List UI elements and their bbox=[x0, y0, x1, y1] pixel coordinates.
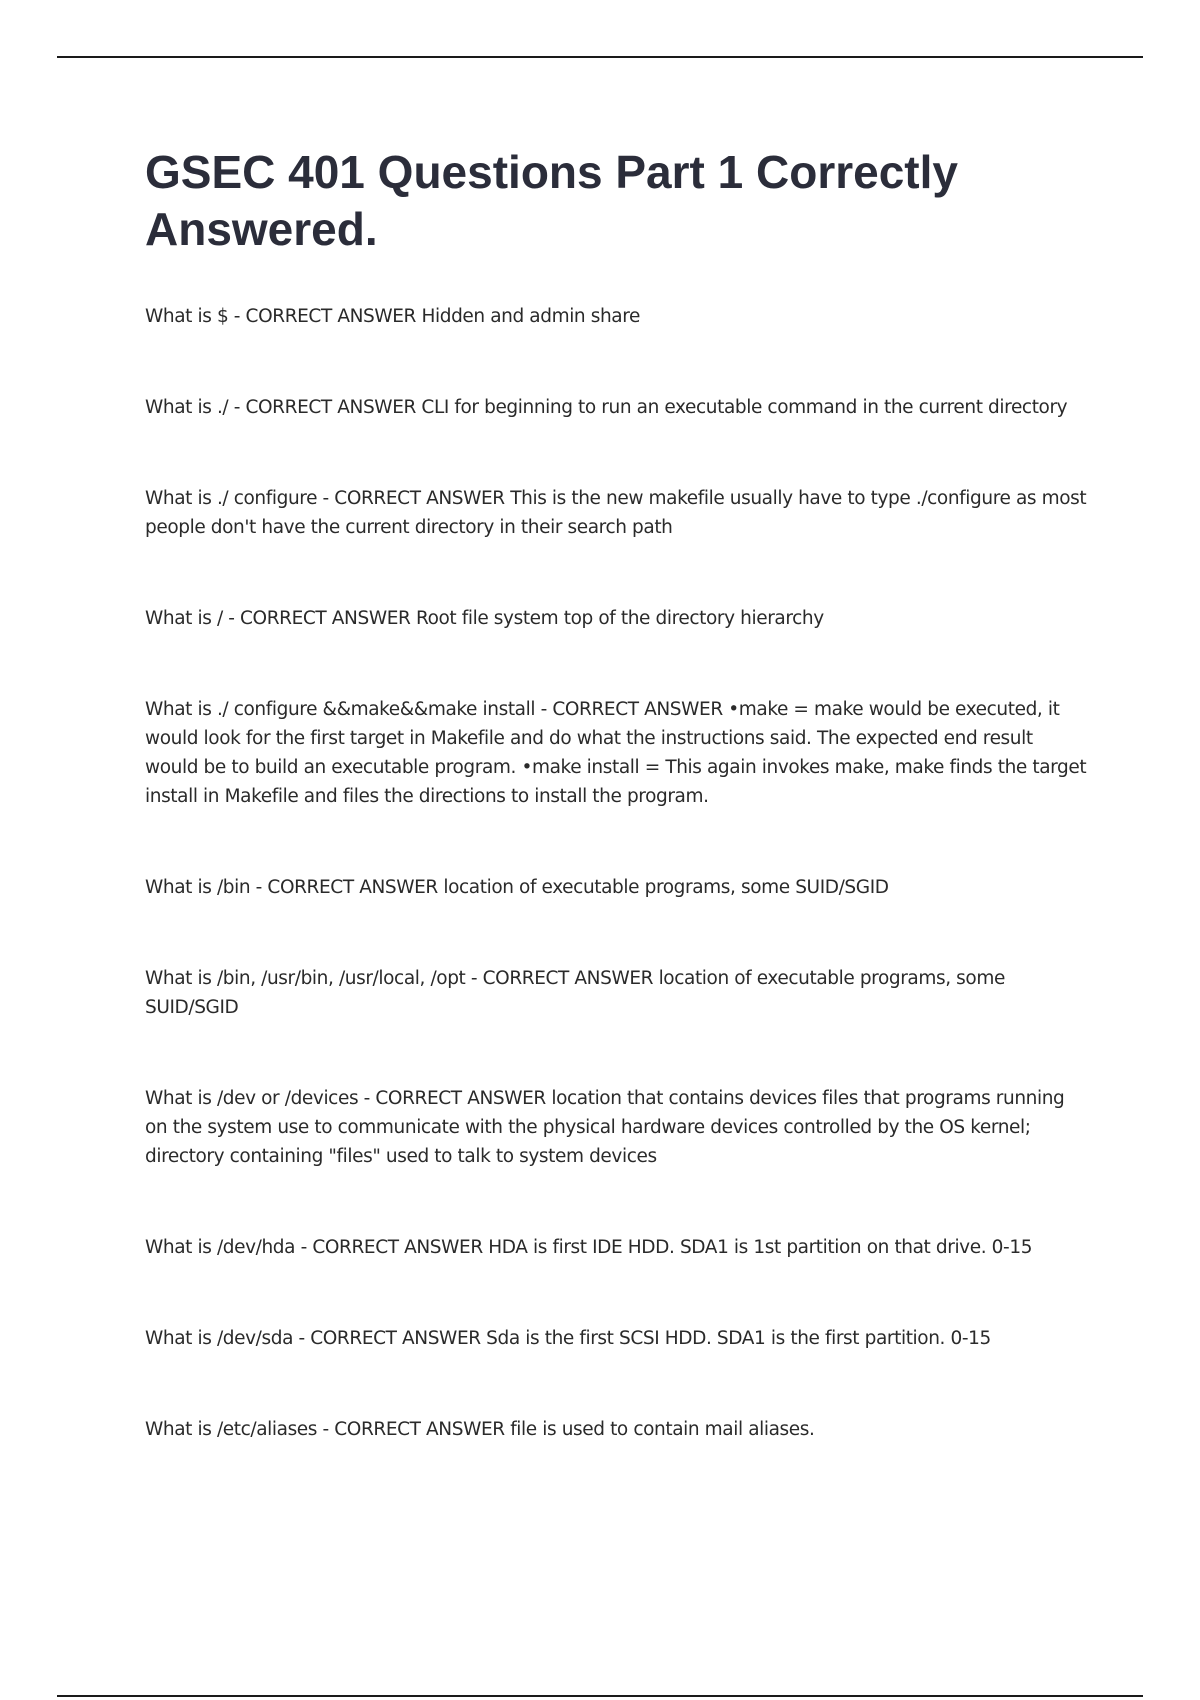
qa-item: What is / - CORRECT ANSWER Root file system top of the directory hierarchy bbox=[145, 608, 824, 629]
qa-item: What is ./ configure - CORRECT ANSWER This is the new makefile usually have to type ./configure as most people don't have the current directory in their search path bbox=[145, 488, 1087, 538]
qa-item: What is /dev or /devices - CORRECT ANSWER location that contains devices files that programs running on the system use to communicate with the physical hardware devices controlled by the OS kernel; directory containing "files" used to talk to system devices bbox=[145, 1088, 1065, 1167]
qa-item: What is ./ configure &&make&&make install - CORRECT ANSWER •make = make would be executed, it would look for the first target in Makefile and do what the instructions said. The expected end result would be to build an executable program. •make install = This again invokes make, make finds the target install in Makefile and files the directions to install the program. bbox=[145, 699, 1087, 807]
qa-item: What is /bin, /usr/bin, /usr/local, /opt - CORRECT ANSWER location of executable programs, some SUID/SGID bbox=[145, 968, 1005, 1018]
qa-item: What is /dev/sda - CORRECT ANSWER Sda is the first SCSI HDD. SDA1 is the first partition. 0-15 bbox=[145, 1328, 991, 1349]
qa-list bbox=[145, 302, 1090, 1444]
qa-item: What is ./ - CORRECT ANSWER CLI for beginning to run an executable command in the current directory bbox=[145, 397, 1068, 418]
qa-item: What is /etc/aliases - CORRECT ANSWER file is used to contain mail aliases. bbox=[145, 1419, 815, 1440]
qa-item: What is $ - CORRECT ANSWER Hidden and admin share bbox=[145, 306, 641, 327]
bottom-rule bbox=[57, 1695, 1143, 1697]
top-rule bbox=[57, 56, 1143, 58]
qa-item: What is /dev/hda - CORRECT ANSWER HDA is first IDE HDD. SDA1 is 1st partition on that drive. 0-15 bbox=[145, 1237, 1033, 1258]
document-title: GSEC 401 Questions Part 1 Correctly Answered. bbox=[145, 146, 958, 255]
qa-item: What is /bin - CORRECT ANSWER location of executable programs, some SUID/SGID bbox=[145, 877, 889, 898]
